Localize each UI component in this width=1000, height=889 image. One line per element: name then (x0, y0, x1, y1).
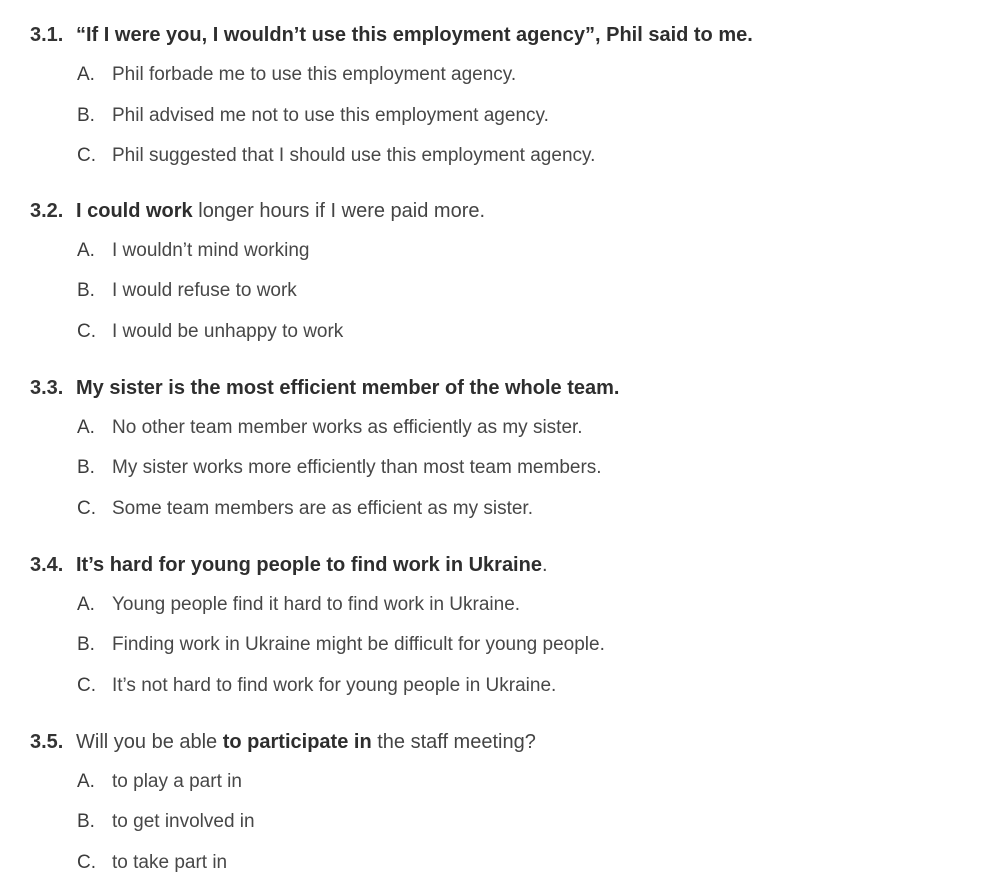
option-c[interactable] (77, 671, 556, 701)
option-letter: C. (77, 321, 96, 342)
question-prompt (30, 196, 485, 226)
option-c[interactable] (77, 141, 595, 171)
option-c[interactable] (77, 848, 227, 878)
option-b[interactable] (77, 101, 549, 131)
option-letter: C. (77, 145, 96, 166)
option-text: to get involved in (112, 811, 255, 832)
question-number: 3.5. (30, 731, 64, 753)
option-letter: B. (77, 811, 95, 832)
prompt-bold-text: My sister is the most efficient member of the whole team. (76, 377, 620, 399)
question-prompt (30, 20, 753, 50)
option-letter: B. (77, 457, 95, 478)
option-letter: C. (77, 675, 96, 696)
option-text: Phil forbade me to use this employment agency. (112, 64, 517, 85)
option-text: Some team members are as efficient as my sister. (112, 498, 533, 519)
option-text: I wouldn’t mind working (112, 240, 310, 261)
option-a[interactable] (77, 590, 520, 620)
option-letter: C. (77, 852, 96, 873)
option-letter: C. (77, 498, 96, 519)
option-b[interactable] (77, 630, 605, 660)
option-letter: A. (77, 594, 95, 615)
option-c[interactable] (77, 317, 343, 347)
option-text: I would refuse to work (112, 280, 297, 301)
option-text: It’s not hard to find work for young people in Ukraine. (112, 675, 557, 696)
question-number: 3.4. (30, 554, 64, 576)
option-a[interactable] (77, 236, 309, 266)
option-letter: B. (77, 105, 95, 126)
option-a[interactable] (77, 60, 516, 90)
option-text: Phil advised me not to use this employment agency. (112, 105, 549, 126)
option-text: Young people find it hard to find work in Ukraine. (112, 594, 521, 615)
question-prompt (30, 727, 536, 757)
prompt-plain-text: longer hours if I were paid more. (192, 200, 486, 222)
option-a[interactable] (77, 413, 583, 443)
option-b[interactable] (77, 807, 255, 837)
prompt-bold-text: “If I were you, I wouldn’t use this employment agency”, Phil said to me. (76, 24, 753, 46)
option-text: My sister works more efficiently than most team members. (112, 457, 602, 478)
prompt-bold-text: to participate in (222, 731, 372, 753)
option-text: Finding work in Ukraine might be difficult for young people. (112, 634, 605, 655)
option-letter: B. (77, 280, 95, 301)
option-letter: A. (77, 417, 95, 438)
prompt-bold-text: I could work (76, 200, 193, 222)
question-prompt (30, 373, 619, 403)
option-b[interactable] (77, 276, 297, 306)
question-number: 3.2. (30, 200, 64, 222)
option-letter: A. (77, 771, 95, 792)
option-text: Phil suggested that I should use this employment agency. (112, 145, 596, 166)
option-c[interactable] (77, 494, 533, 524)
option-text: I would be unhappy to work (112, 321, 344, 342)
option-a[interactable] (77, 767, 242, 797)
question-number: 3.3. (30, 377, 64, 399)
option-text: to take part in (112, 852, 228, 873)
option-b[interactable] (77, 453, 602, 483)
prompt-plain-text: Will you be able (76, 731, 223, 753)
option-letter: A. (77, 240, 95, 261)
option-letter: A. (77, 64, 95, 85)
option-text: to play a part in (112, 771, 242, 792)
prompt-bold-text: It’s hard for young people to find work in Ukraine (76, 554, 542, 576)
question-prompt (30, 550, 548, 580)
prompt-plain-text: the staff meeting? (371, 731, 536, 753)
option-text: No other team member works as efficiently as my sister. (112, 417, 583, 438)
question-number: 3.1. (30, 24, 64, 46)
option-letter: B. (77, 634, 95, 655)
prompt-plain-text: . (541, 554, 548, 576)
